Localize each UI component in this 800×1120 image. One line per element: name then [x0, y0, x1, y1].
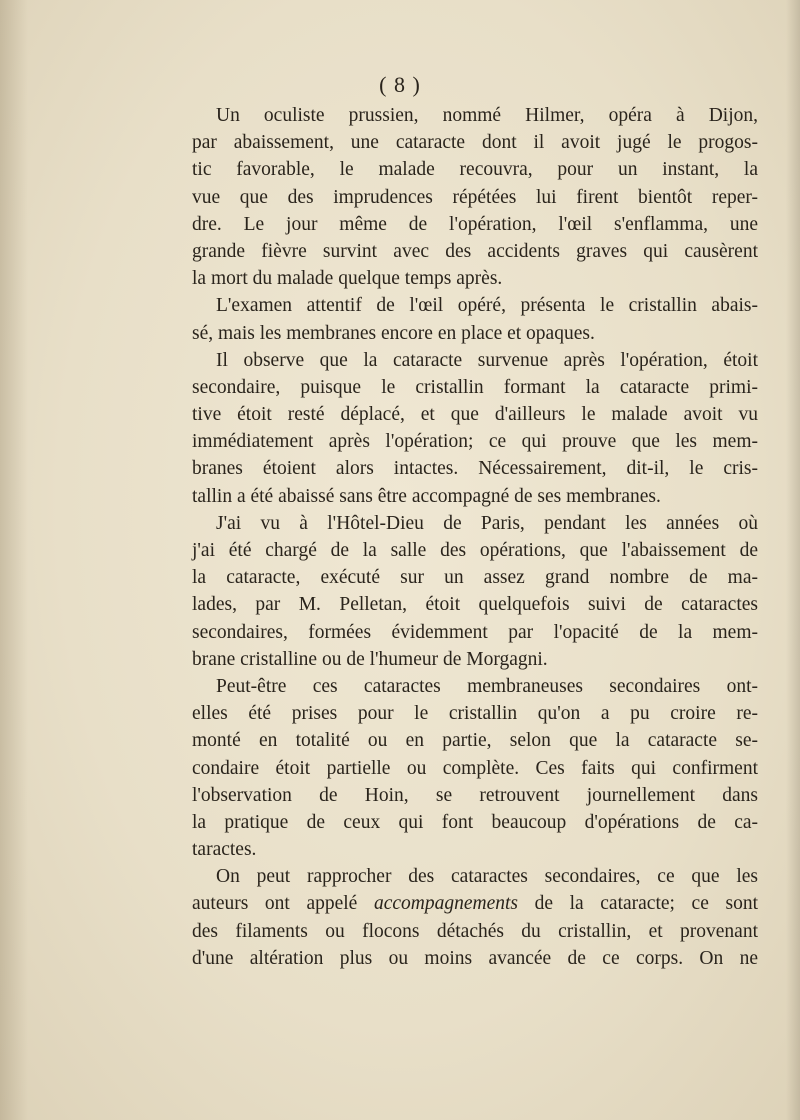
body-text: [192, 102, 758, 972]
text-line: branes étoient alors intactes. Nécessairement, dit-il, le cris-: [192, 458, 758, 480]
text-segment: de la cataracte; ce sont: [517, 893, 758, 915]
text-line: monté en totalité ou en partie, selon que la cataracte se-: [192, 730, 758, 752]
text-line: dre. Le jour même de l'opération, l'œil s'enflamma, une: [192, 213, 758, 235]
text-line: des filaments ou flocons détachés du cristallin, et provenant: [192, 920, 758, 942]
text-line: tallin a été abaissé sans être accompagné de ses membranes.: [192, 485, 661, 507]
text-line: L'examen attentif de l'œil opéré, présenta le cristallin abais-: [216, 295, 758, 317]
text-line: vue que des imprudences répétées lui firent bientôt reper-: [192, 186, 758, 208]
text-line: J'ai vu à l'Hôtel-Dieu de Paris, pendant les années où: [216, 512, 758, 534]
text-line: taractes.: [192, 839, 257, 861]
text-line: tive étoit resté déplacé, et que d'ailleurs le malade avoit vu: [192, 404, 758, 426]
text-line: tic favorable, le malade recouvra, pour un instant, la: [192, 159, 758, 181]
text-line: brane cristalline ou de l'humeur de Morgagni.: [192, 648, 548, 670]
text-line: Il observe que la cataracte survenue après l'opération, étoit: [216, 349, 758, 371]
page-edge-shadow: [786, 0, 800, 1120]
text-line: [192, 890, 758, 917]
text-line: immédiatement après l'opération; ce qui prouve que les mem-: [192, 431, 758, 453]
text-line: la pratique de ceux qui font beaucoup d'opérations de ca-: [192, 811, 758, 833]
spine-shadow: [0, 0, 28, 1120]
text-segment: auteurs ont appelé: [192, 893, 374, 915]
text-line: On peut rapprocher des cataractes secondaires, ce que les: [216, 866, 758, 888]
text-line: par abaissement, une cataracte dont il avoit jugé le progos-: [192, 132, 758, 154]
text-line: Peut-être ces cataractes membraneuses secondaires ont-: [216, 675, 758, 697]
text-line: la cataracte, exécuté sur un assez grand nombre de ma-: [192, 567, 758, 589]
text-line: secondaire, puisque le cristallin formant la cataracte primi-: [192, 376, 758, 398]
text-line: grande fièvre survint avec des accidents graves qui causèrent: [192, 240, 758, 262]
text-line: condaire étoit partielle ou complète. Ces faits qui confirment: [192, 757, 758, 779]
text-line: sé, mais les membranes encore en place et opaques.: [192, 322, 595, 344]
text-line: l'observation de Hoin, se retrouvent journellement dans: [192, 784, 758, 806]
text-line: j'ai été chargé de la salle des opérations, que l'abaissement de: [192, 540, 758, 561]
page-number: ( 8 ): [379, 72, 421, 97]
text-line: elles été prises pour le cristallin qu'on a pu croire re-: [192, 703, 758, 725]
text-line: Un oculiste prussien, nommé Hilmer, opéra à Dijon,: [216, 105, 758, 126]
text-line: secondaires, formées évidemment par l'opacité de la mem-: [192, 621, 758, 643]
text-line: d'une altération plus ou moins avancée de ce corps. On ne: [192, 947, 758, 969]
text-line: lades, par M. Pelletan, étoit quelquefois suivi de cataractes: [192, 594, 758, 616]
text-line: la mort du malade quelque temps après.: [192, 268, 503, 290]
italic-term: accompagnements: [373, 893, 518, 915]
